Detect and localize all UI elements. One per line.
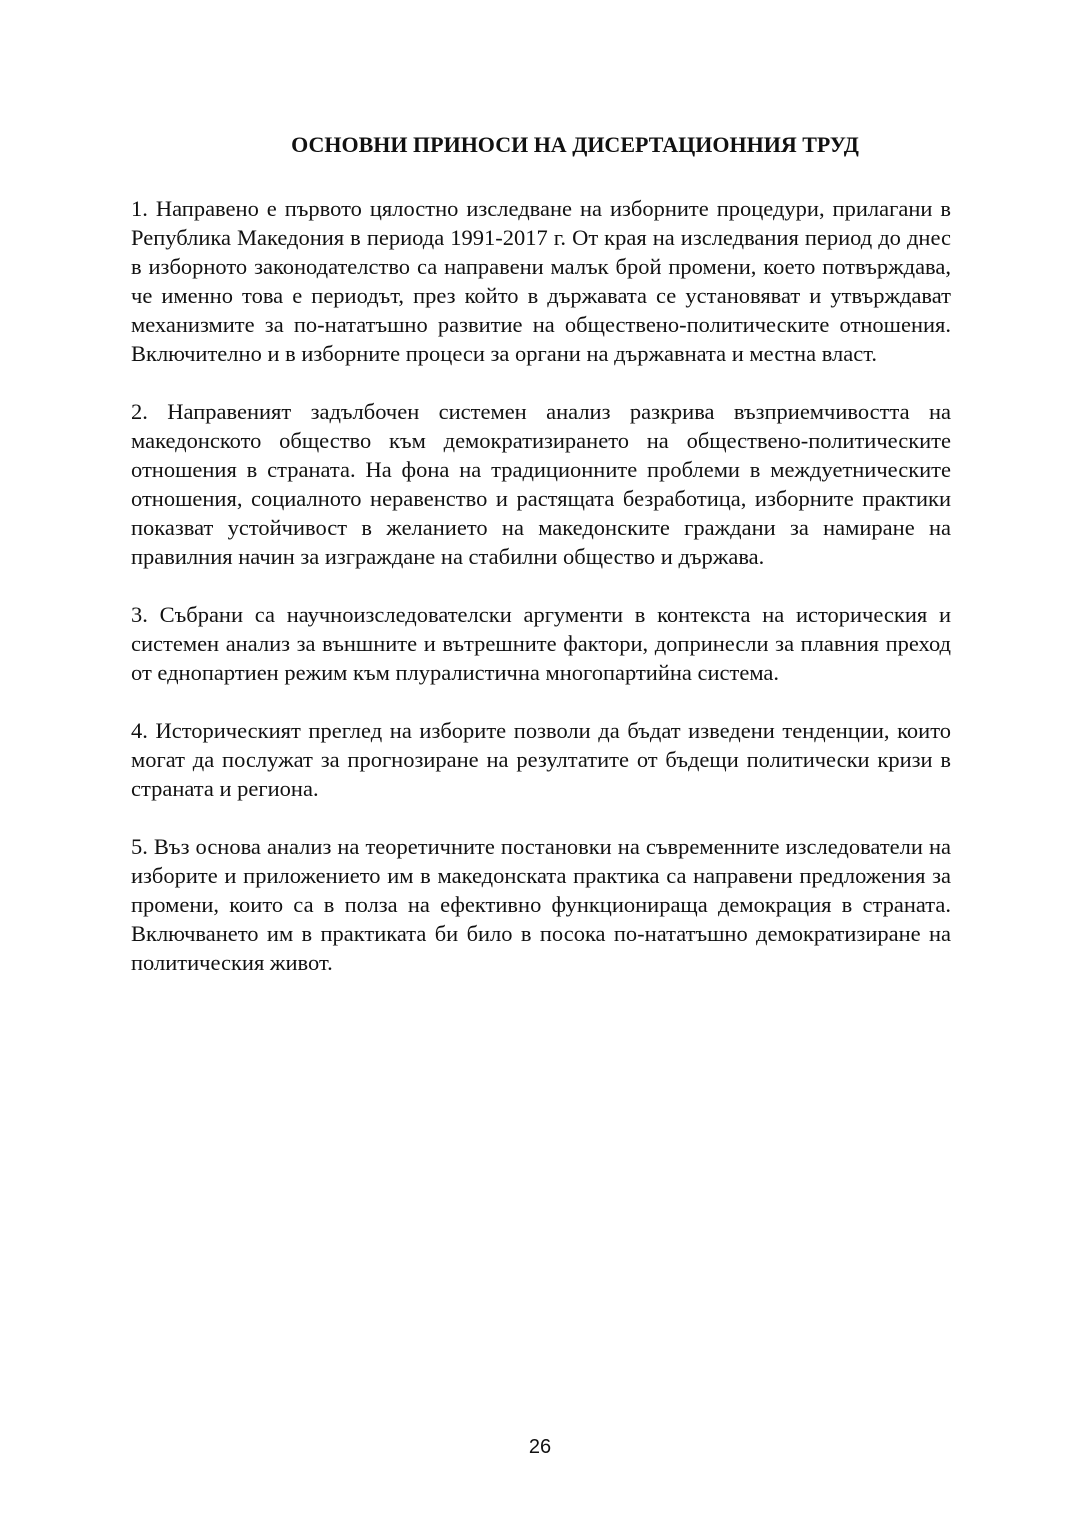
contribution-paragraph-5: 5. Въз основа анализ на теоретичните постановки на съвременните изследователи на изборите и приложението им в македонската практика са направени предложения за промени, които са в полза на ефективно функционираща демокрация в страната. Включването им в практиката би било в посока по-нататъшно демократизиране на политическия живот.	[131, 834, 951, 975]
page-number: 26	[528, 1436, 552, 1458]
contributions-list	[131, 194, 951, 1006]
page-title: ОСНОВНИ ПРИНОСИ НА ДИСЕРТАЦИОННИЯ ТРУД	[291, 132, 859, 157]
contribution-paragraph-3: 3. Събрани са научноизследователски аргументи в контекста на историческия и системен анализ за външните и вътрешните фактори, допринесли за плавния преход от еднопартиен режим към плуралистична многопартийна система.	[131, 602, 951, 685]
contribution-paragraph-4: 4. Историческият преглед на изборите позволи да бъдат изведени тенденции, които могат да послужат за прогнозиране на резултатите от бъдещи политически кризи в страната и региона.	[131, 718, 951, 801]
contribution-paragraph-2: 2. Направеният задълбочен системен анализ разкрива възприемчивостта на македонското общество към демократизирането на обществено-политическите отношения в страната. На фона на традиционните проблеми в междуетническите отношения, социалното неравенство и растящата безработица, изборните практики показват устойчивост в желанието на македонските граждани за намиране на правилния начин за изграждане на стабилни общество и държава.	[131, 399, 951, 569]
contribution-paragraph-1: 1. Направено е първото цялостно изследване на изборните процедури, прилагани в Република Македония в периода 1991-2017 г. От края на изследвания период до днес в изборното законодателство са направени малък брой промени, което потвърждава, че именно това е периодът, през който в държавата се установяват и утвърждават механизмите за по-нататъшно развитие на обществено-политическите отношения. Включително и в изборните процеси за органи на държавната и местна власт.	[131, 196, 951, 366]
